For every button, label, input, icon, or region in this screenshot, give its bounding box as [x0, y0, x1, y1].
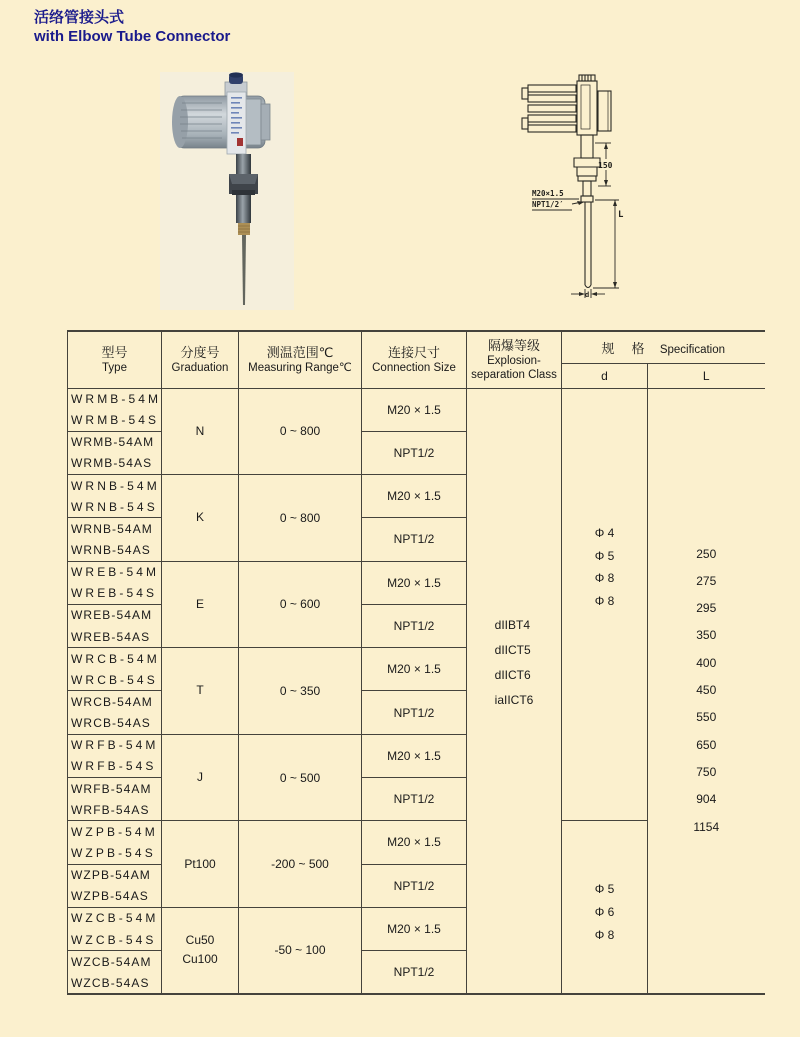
- header-spec: [562, 331, 765, 363]
- header-graduation-zh: 分度号: [180, 345, 220, 361]
- graduation-cell: [162, 475, 239, 562]
- range-cell: 0 ~ 600: [239, 561, 362, 648]
- l-values-cell: [648, 388, 765, 994]
- graduation-cell: [162, 907, 239, 994]
- l-value-line: 350: [696, 628, 717, 643]
- drawing-dim-d-label: d: [585, 291, 590, 299]
- dim-L: [593, 200, 619, 288]
- header-explosion-en1: Explosion-: [487, 355, 541, 368]
- explosion-class-cell: [467, 388, 562, 994]
- graduation-value: [162, 681, 238, 700]
- page-title-en: with Elbow Tube Connector: [34, 28, 231, 45]
- l-value-line: 400: [696, 655, 717, 670]
- page-title-zh: 活络管接头式: [34, 9, 125, 26]
- l-value-line: 295: [696, 601, 717, 616]
- connection-cell: M20 × 1.5: [362, 561, 467, 604]
- type-cell: WRFB-54AS: [68, 799, 162, 821]
- explosion-class-line: iaIICT6: [494, 692, 534, 707]
- header-spec-l: L: [648, 363, 765, 388]
- header-range-zh: 测温范围℃: [266, 345, 334, 361]
- type-cell: WRMB-54AS: [68, 453, 162, 475]
- graduation-value: [162, 855, 238, 874]
- connection-cell: NPT1/2: [362, 691, 467, 734]
- graduation-cell: [162, 648, 239, 735]
- explosion-class-line: dIICT6: [494, 667, 531, 682]
- graduation-value: [162, 768, 238, 787]
- graduation-value-line: Cu100: [182, 952, 218, 967]
- type-cell: WZCB-54S: [68, 929, 162, 951]
- header-graduation-en: Graduation: [171, 362, 229, 375]
- type-cell: WRNB-54AM: [68, 518, 162, 540]
- d-value-line: Φ 5: [594, 548, 615, 563]
- type-cell: WRCB-54S: [68, 669, 162, 691]
- graduation-value-line: K: [195, 510, 204, 525]
- header-connection: [362, 331, 467, 388]
- type-cell: WREB-54M: [68, 561, 162, 583]
- explosion-class-line: dIICT5: [494, 642, 531, 657]
- type-cell: WZPB-54AM: [68, 864, 162, 886]
- d-value-line: Φ 8: [594, 927, 615, 942]
- l-value-line: 750: [696, 764, 717, 779]
- header-connection-en: Connection Size: [372, 362, 456, 375]
- graduation-value: [162, 422, 238, 441]
- header-range: [239, 331, 362, 388]
- type-cell: WRFB-54AM: [68, 778, 162, 800]
- product-photo-image: [152, 72, 302, 312]
- type-cell: WRCB-54AS: [68, 713, 162, 735]
- drawing-thread-top-label: M20×1.5: [532, 189, 564, 198]
- connection-cell: NPT1/2: [362, 604, 467, 647]
- range-cell: 0 ~ 350: [239, 648, 362, 735]
- l-value: [648, 541, 765, 841]
- type-cell: WREB-54AM: [68, 604, 162, 626]
- header-type-zh: 型号: [101, 345, 128, 361]
- connection-cell: NPT1/2: [362, 518, 467, 561]
- type-cell: WZPB-54M: [68, 821, 162, 843]
- connection-cell: NPT1/2: [362, 431, 467, 474]
- type-cell: WRMB-54S: [68, 410, 162, 432]
- dimension-drawing-image: [505, 73, 665, 313]
- l-value-line: 275: [696, 573, 717, 588]
- d-value-line: Φ 5: [594, 881, 615, 896]
- type-cell: WRFB-54S: [68, 756, 162, 778]
- l-value-line: 650: [696, 737, 717, 752]
- connection-cell: M20 × 1.5: [362, 388, 467, 431]
- graduation-value-line: E: [195, 596, 204, 611]
- l-value-line: 904: [696, 792, 717, 807]
- header-range-en: Measuring Range℃: [248, 362, 352, 375]
- range-cell: -200 ~ 500: [239, 821, 362, 908]
- type-cell: WRMB-54AM: [68, 431, 162, 453]
- type-cell: WRCB-54M: [68, 648, 162, 670]
- range-cell: 0 ~ 800: [239, 388, 362, 475]
- neck-and-nut: [574, 135, 600, 202]
- connection-cell: NPT1/2: [362, 778, 467, 821]
- page-title: [34, 8, 230, 46]
- drawing-dim-150-label: 150: [598, 161, 613, 170]
- type-cell: WRNB-54M: [68, 475, 162, 497]
- type-cell: WRMB-54M: [68, 388, 162, 410]
- spec-table: [67, 330, 765, 995]
- l-value-line: 550: [696, 710, 717, 725]
- graduation-cell: [162, 388, 239, 475]
- graduation-value-line: J: [197, 770, 203, 785]
- graduation-value: [162, 931, 238, 969]
- connection-cell: NPT1/2: [362, 951, 467, 994]
- connection-cell: NPT1/2: [362, 864, 467, 907]
- spec-table-body: [68, 388, 765, 994]
- graduation-value-line: Pt100: [184, 856, 216, 871]
- type-cell: WRCB-54AM: [68, 691, 162, 713]
- d-values-cell: [562, 388, 648, 821]
- connection-cell: M20 × 1.5: [362, 648, 467, 691]
- type-cell: WZPB-54AS: [68, 886, 162, 908]
- probe-outline: [585, 202, 591, 288]
- type-cell: WREB-54S: [68, 583, 162, 605]
- d-value: [595, 878, 615, 947]
- l-value-line: 1154: [693, 819, 720, 834]
- header-type-en: Type: [102, 362, 127, 375]
- d-value-line: Φ 8: [594, 593, 615, 608]
- graduation-cell: [162, 734, 239, 821]
- product-photo: [152, 72, 302, 312]
- header-explosion-en2: separation Class: [471, 369, 557, 382]
- type-cell: WRNB-54S: [68, 496, 162, 518]
- d-value-line: Φ 4: [594, 526, 615, 541]
- explosion-class-line: dIIBT4: [494, 617, 531, 632]
- header-graduation: [162, 331, 239, 388]
- connection-cell: M20 × 1.5: [362, 475, 467, 518]
- graduation-cell: [162, 821, 239, 908]
- d-value-line: Φ 8: [594, 571, 615, 586]
- range-cell: 0 ~ 500: [239, 734, 362, 821]
- head-body: [577, 75, 611, 135]
- connection-cell: M20 × 1.5: [362, 907, 467, 950]
- type-cell: WREB-54AS: [68, 626, 162, 648]
- drawing-dim-L-label: L: [618, 210, 624, 220]
- type-cell: WZCB-54AM: [68, 951, 162, 973]
- dimension-drawing: [505, 73, 665, 313]
- graduation-cell: [162, 561, 239, 648]
- graduation-value-line: N: [195, 423, 205, 438]
- d-values-cell: [562, 821, 648, 994]
- type-cell: WZCB-54AS: [68, 972, 162, 994]
- header-spec-en: Specification: [659, 343, 726, 356]
- type-cell: WRFB-54M: [68, 734, 162, 756]
- header-spec-zh: 规 格: [601, 340, 647, 356]
- type-cell: WRNB-54AS: [68, 539, 162, 561]
- graduation-value-line: Cu50: [185, 933, 215, 948]
- graduation-value-line: T: [196, 683, 204, 698]
- range-cell: 0 ~ 800: [239, 475, 362, 562]
- header-spec-d: d: [562, 363, 648, 388]
- drawing-thread-bottom-label: NPT1/2′: [532, 200, 564, 209]
- graduation-value: [162, 595, 238, 614]
- header-explosion: [467, 331, 562, 388]
- d-value-line: Φ 6: [594, 904, 615, 919]
- label-plate: [227, 92, 246, 154]
- d-value: [595, 522, 615, 612]
- header-type: [68, 331, 162, 388]
- l-value-line: 450: [696, 683, 717, 698]
- header-connection-zh: 连接尺寸: [387, 345, 440, 361]
- l-value-line: 250: [696, 546, 717, 561]
- range-cell: -50 ~ 100: [239, 907, 362, 994]
- finned-housing: [522, 85, 576, 132]
- connection-cell: M20 × 1.5: [362, 734, 467, 777]
- type-cell: WZPB-54S: [68, 842, 162, 864]
- type-cell: WZCB-54M: [68, 907, 162, 929]
- header-explosion-zh: 隔爆等级: [487, 338, 540, 354]
- graduation-value: [162, 508, 238, 527]
- table-row: [68, 388, 765, 410]
- explosion-class: [495, 613, 534, 713]
- connection-cell: M20 × 1.5: [362, 821, 467, 864]
